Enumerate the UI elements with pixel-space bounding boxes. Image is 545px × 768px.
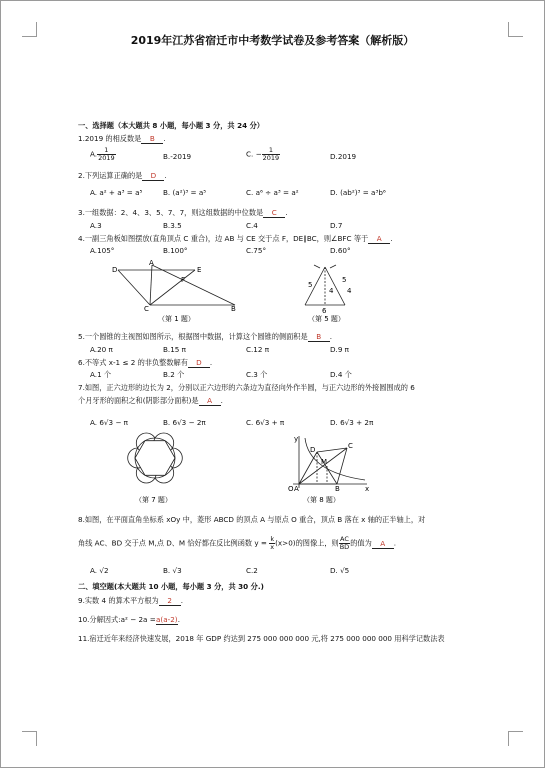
figure-rhombus-coordinate xyxy=(285,432,375,508)
question-7-line-1: 7.如图，正六边形的边长为 2，分别以正六边形的六条边为直径向外作半圆，与正六边形的外接圆围成的 6 xyxy=(78,383,415,392)
fig4-label-d: D xyxy=(112,266,118,274)
q5-option-b: B.15 π xyxy=(163,345,186,354)
q1-option-a xyxy=(90,147,116,162)
question-9-stem: 9.实数 4 的算术平方根为 xyxy=(78,596,159,605)
fig5-caption: （第 5 题） xyxy=(308,315,345,322)
fig4-label-e: E xyxy=(197,266,202,274)
fig8-label-o: O xyxy=(288,485,294,493)
q2-option-b: B. (a²)³ = a⁵ xyxy=(163,188,207,197)
question-3-tail: . xyxy=(285,208,288,217)
question-10-expression: a² − 2a = xyxy=(120,615,156,624)
question-6-stem: 6.不等式 x-1 ≤ 2 的非负整数解有 xyxy=(78,358,188,367)
question-5 xyxy=(78,332,332,342)
question-9-tail: . xyxy=(180,596,183,605)
q3-option-c: C.4 xyxy=(246,221,258,230)
question-5-answer: B xyxy=(308,333,330,342)
fig4-caption: （第 1 题） xyxy=(158,315,195,323)
q7-option-b: B. 6√3 − 2π xyxy=(163,418,206,427)
q1-c-denominator: 2019 xyxy=(262,154,280,162)
question-9 xyxy=(78,596,183,606)
fig8-label-d: D xyxy=(310,446,316,454)
q2-option-c: C. a⁶ ÷ a³ = a² xyxy=(246,188,299,197)
fig5-label-base: 6 xyxy=(322,307,327,315)
figure-hexagon-crescents xyxy=(120,430,190,505)
question-2-stem: 2.下列运算正确的是 xyxy=(78,171,143,180)
q3-option-b: B.3.5 xyxy=(163,221,182,230)
q3-option-a: A.3 xyxy=(90,221,102,230)
question-5-stem: 5.一个圆锥的主视图如图所示，根据图中数据，计算这个圆锥的侧面积是 xyxy=(78,332,308,341)
question-1-tail: . xyxy=(163,134,166,143)
question-1 xyxy=(78,134,166,144)
question-10 xyxy=(78,615,180,625)
question-3 xyxy=(78,208,288,218)
fig8-label-b: B xyxy=(335,485,340,493)
q4-option-a: A.105° xyxy=(90,246,115,255)
question-3-answer: C xyxy=(263,209,285,218)
q4-option-d: D.60° xyxy=(330,246,351,255)
question-8-tail: . xyxy=(393,538,397,548)
fig4-label-f: F xyxy=(181,276,186,284)
q1-option-b: B.-2019 xyxy=(163,152,192,161)
q1-option-c-fraction xyxy=(262,147,281,162)
q1-option-a-fraction xyxy=(97,147,116,162)
question-7-answer: A xyxy=(199,397,221,406)
q5-option-c: C.12 π xyxy=(246,345,270,354)
figure-cone-front-view xyxy=(290,262,370,322)
question-6-tail: . xyxy=(209,358,213,367)
question-8-line-2 xyxy=(78,536,396,551)
q2-option-d: D. (ab²)³ = a³b⁶ xyxy=(330,188,386,197)
q1-option-c-prefix: C. − xyxy=(246,149,262,159)
q6-option-d: D.4 个 xyxy=(330,370,352,379)
q4-option-b: B.100° xyxy=(163,246,188,255)
q8-option-d: D. √5 xyxy=(330,566,350,575)
question-10-stem: 10.分解因式: xyxy=(78,615,121,624)
q8-ac: AC xyxy=(340,535,349,543)
question-7-line-2 xyxy=(78,396,223,406)
question-1-answer: B xyxy=(141,135,163,144)
fig8-caption: （第 8 题） xyxy=(303,496,340,504)
section-heading-choice: 一、选择题（本大题共 8 小题，每小题 3 分，共 24 分） xyxy=(78,121,264,130)
fig8-label-c: C xyxy=(348,442,353,450)
question-4-answer: A xyxy=(368,235,390,244)
q4-option-c: C.75° xyxy=(246,246,267,255)
crop-mark-bottom-right xyxy=(508,731,523,746)
q5-option-a: A.20 π xyxy=(90,345,113,354)
question-8-line-1: 8.如图，在平面直角坐标系 xOy 中，菱形 ABCD 的顶点 A 与原点 O 重合，顶点 B 落在 x 轴的正半轴上，对 xyxy=(78,515,426,524)
q1-option-d: D.2019 xyxy=(330,152,357,161)
q1-c-numerator: 1 xyxy=(262,147,281,155)
question-2 xyxy=(78,171,167,181)
question-7-tail: . xyxy=(220,396,223,405)
question-4 xyxy=(78,234,393,244)
question-2-tail: . xyxy=(164,171,167,180)
q1-option-c xyxy=(246,147,280,162)
question-7-stem: 个月牙形的面积之和(阴影部分面积)是 xyxy=(78,396,199,405)
fig5-label-right-slant: 5 xyxy=(342,276,347,284)
question-4-tail: . xyxy=(390,234,393,243)
q6-option-a: A.1 个 xyxy=(90,370,112,379)
q8-option-a: A. √2 xyxy=(90,566,109,575)
fig4-label-b: B xyxy=(231,305,236,313)
fig8-axis-x: x xyxy=(365,485,370,493)
fig4-label-c: C xyxy=(144,305,149,313)
q1-a-numerator: 1 xyxy=(97,147,116,155)
fig8-label-a: A xyxy=(294,485,299,493)
q7-option-c: C. 6√3 + π xyxy=(246,418,285,427)
q1-option-a-prefix: A. xyxy=(90,149,98,159)
figure-triangle-set-square xyxy=(100,258,250,326)
q8-x: x xyxy=(270,543,275,551)
fig5-label-inner: 4 xyxy=(329,287,334,295)
question-2-answer: D xyxy=(142,172,164,181)
q5-option-d: D.9 π xyxy=(330,345,350,354)
q7-option-d: D. 6√3 + 2π xyxy=(330,418,374,427)
question-10-tail: . xyxy=(177,615,181,624)
fig5-label-left-slant: 5 xyxy=(308,281,313,289)
fig7-caption: （第 7 题） xyxy=(135,496,172,504)
question-6-answer: D xyxy=(188,359,210,368)
q8-bd: BD xyxy=(339,543,350,551)
fig5-label-height: 4 xyxy=(347,287,352,295)
fig8-label-m: M xyxy=(321,458,328,466)
q3-option-d: D.7 xyxy=(330,221,343,230)
q8-k: k xyxy=(270,535,275,543)
question-8-answer: A xyxy=(372,540,394,549)
q8-option-c: C.2 xyxy=(246,566,258,575)
question-11: 11.宿迁近年来经济快速发展，2018 年 GDP 约达到 275 000 000 000 元,将 275 000 000 000 用科学记数法表 xyxy=(78,634,445,643)
q8-option-b: B. √3 xyxy=(163,566,182,575)
q6-option-b: B.2 个 xyxy=(163,370,185,379)
fig8-axis-y: y xyxy=(294,435,299,443)
fig4-label-a: A xyxy=(149,259,154,267)
q1-a-denominator: 2019 xyxy=(98,154,115,162)
section-heading-fill: 二、填空题(本大题共 10 小题，每小题 3 分，共 30 分.) xyxy=(78,582,264,591)
question-5-tail: . xyxy=(329,332,332,341)
crop-mark-bottom-left xyxy=(22,731,37,746)
question-3-stem: 3.一组数据：2、4、3、5、7、7，则这组数据的中位数是 xyxy=(78,208,264,217)
question-8-text-c: 的值为 xyxy=(350,538,372,548)
question-9-answer: 2 xyxy=(159,597,181,606)
q6-option-c: C.3 个 xyxy=(246,370,268,379)
page-title: 2019年江苏省宿迁市中考数学试卷及参考答案（解析版） xyxy=(130,34,415,47)
q8-ratio-fraction xyxy=(339,536,350,551)
question-1-stem: 1.2019 的相反数是 xyxy=(78,134,142,143)
question-10-answer: a(a-2) xyxy=(155,615,178,624)
q2-option-a: A. a² + a³ = a⁵ xyxy=(90,188,143,197)
question-8-text-a: 角线 AC、BD 交于点 M,点 D、M 恰好都在反比例函数 y = xyxy=(78,538,267,548)
q7-option-a: A. 6√3 − π xyxy=(90,418,129,427)
question-4-stem: 4.一副三角板如图摆放(直角顶点 C 重合)，边 AB 与 CE 交于点 F，DE∥BC，则∠BFC 等于 xyxy=(78,234,369,243)
question-8-text-b: (x>0)的图像上，则 xyxy=(275,538,339,548)
question-6 xyxy=(78,358,212,368)
